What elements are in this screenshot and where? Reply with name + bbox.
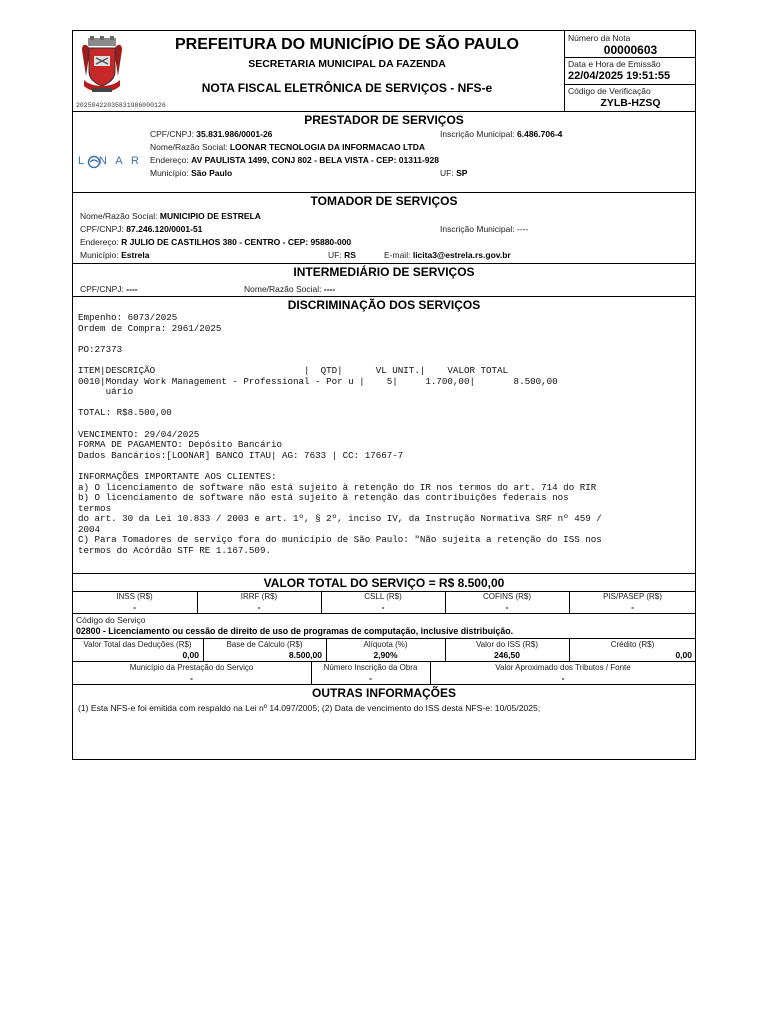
prestador-municipio-label: Município: [150, 168, 189, 178]
divider [72, 263, 696, 264]
prestador-nome-value: LOONAR TECNOLOGIA DA INFORMACAO LTDA [229, 142, 426, 152]
prestador-municipio-value: São Paulo [191, 168, 233, 178]
tributos-fonte-label: Valor Aproximado dos Tributos / Fonte [495, 663, 631, 672]
tomador-municipio-value: Estrela [121, 250, 150, 260]
discriminacao-body [78, 313, 690, 557]
codigo-servico-label: Código do Serviço [76, 615, 146, 625]
intermediario-cpf-value: ---- [126, 284, 138, 294]
intermediario-section-title: INTERMEDIÁRIO DE SERVIÇOS [293, 265, 475, 279]
barcode-number: 20250422035831986000126 [76, 102, 166, 109]
prestador-uf-row [440, 168, 467, 178]
discriminacao-line [78, 419, 690, 430]
prestador-endereco-row [150, 155, 439, 165]
discriminacao-line: Dados Bancários:[LOONAR] BANCO ITAU| AG: 7633 | CC: 17667-7 [78, 449, 404, 461]
intermediario-nome-row [244, 284, 335, 294]
municipio-prestacao-label: Município da Prestação do Serviço [129, 663, 254, 672]
discriminacao-line: a) O licenciamento de software não está sujeito à retenção do IR nos termos do art. 714 do RIR [78, 481, 597, 493]
discriminacao-line: do art. 30 da Lei 10.833 / 2003 e art. 1º, § 2º, inciso IV, da Instrução Normativa SRF nº 459 / [78, 513, 602, 525]
tomador-email-row [384, 250, 511, 260]
discriminacao-line: uário [78, 386, 134, 398]
discriminacao-line: Ordem de Compra: 2961/2025 [78, 322, 222, 334]
discriminacao-line: PO:27373 [78, 343, 123, 355]
discriminacao-line: INFORMAÇÕES IMPORTANTE AOS CLIENTES: [78, 470, 277, 482]
tomador-endereco-row [80, 237, 351, 247]
tomador-cpf-label: CPF/CNPJ: [80, 224, 124, 234]
tomador-im-row [440, 224, 528, 234]
csll-value: - [381, 602, 385, 612]
tomador-email-value: licita3@estrela.rs.gov.br [412, 250, 511, 260]
inss-value: - [133, 602, 136, 612]
municipio-prestacao-value: - [190, 673, 193, 683]
discriminacao-line: b) O licenciamento de software não está sujeito à retenção das contribuições federais nos [78, 492, 569, 504]
discriminacao-line: termos do Acórdão STF RE 1.167.509. [78, 545, 271, 557]
valor-iss-label: Valor do ISS (R$) [475, 640, 539, 649]
divider [72, 111, 696, 112]
irrf-label: IRRF (R$) [240, 592, 278, 601]
numero-nota-value: 00000603 [603, 43, 658, 57]
intermediario-cpf-label: CPF/CNPJ: [80, 284, 124, 294]
discriminacao-section-title: DISCRIMINAÇÃO DOS SERVIÇOS [287, 298, 481, 312]
prestador-logo-text: L N A R [78, 155, 142, 167]
outras-section-title: OUTRAS INFORMAÇÕES [312, 686, 456, 700]
tomador-cpf-value: 87.246.120/0001-51 [126, 224, 203, 234]
discriminacao-line: TOTAL: R$8.500,00 [78, 407, 172, 419]
base-calculo-label: Base de Cálculo (R$) [226, 640, 303, 649]
document-title: NOTA FISCAL ELETRÔNICA DE SERVIÇOS - NFS-e [201, 81, 493, 95]
codigo-verificacao-label: Código de Verificação [568, 86, 651, 96]
inss-label: INSS (R$) [116, 592, 153, 601]
prestador-uf-label: UF: [440, 168, 454, 178]
page-subtitle: SECRETARIA MUNICIPAL DA FAZENDA [248, 58, 446, 70]
divider [72, 684, 696, 685]
tomador-im-value: ---- [517, 224, 529, 234]
discriminacao-line: FORMA DE PAGAMENTO: Depósito Bancário [78, 439, 282, 451]
base-calculo-value: 8.500,00 [288, 650, 322, 660]
csll-label: CSLL (R$) [364, 592, 402, 601]
credito-label: Crédito (R$) [610, 640, 655, 649]
divider [72, 661, 696, 662]
page-title: PREFEITURA DO MUNICÍPIO DE SÃO PAULO [174, 36, 519, 53]
cofins-label: COFINS (R$) [483, 592, 531, 601]
inscricao-obra-label: Número Inscrição da Obra [323, 663, 418, 672]
deducoes-label: Valor Total das Deduções (R$) [83, 640, 192, 649]
prestador-cpf-value: 35.831.986/0001-26 [196, 129, 273, 139]
prestador-im-value: 6.486.706-4 [517, 129, 563, 139]
intermediario-cpf-row [80, 284, 138, 294]
divider [72, 638, 696, 639]
irrf-value: - [257, 602, 261, 612]
codigo-servico-value: 02800 - Licenciamento ou cessão de direito de uso de programas de computação, inclusive distribuição. [76, 626, 514, 636]
tomador-uf-row [328, 250, 356, 260]
data-emissao-label: Data e Hora de Emissão [568, 59, 661, 69]
discriminacao-line: 0010|Monday Work Management - Professional - Por u | 5| 1.700,00| 8.500,00 [78, 375, 558, 387]
discriminacao-line: Empenho: 6073/2025 [78, 312, 178, 323]
tomador-nome-label: Nome/Razão Social: [80, 211, 158, 221]
prestador-im-row [440, 129, 562, 139]
outras-informacoes-text: (1) Esta NFS-e foi emitida com respaldo na Lei nº 14.097/2005; (2) Data de vencimento do ISS desta NFS-e: 10/05/2025; [78, 703, 541, 713]
data-emissao-value: 22/04/2025 19:51:55 [568, 70, 671, 82]
prestador-endereco-label: Endereço: [150, 155, 189, 165]
prestador-uf-value: SP [456, 168, 468, 178]
prestador-section-title: PRESTADOR DE SERVIÇOS [304, 113, 464, 127]
tributos-fonte-value: - [561, 673, 565, 683]
prestador-cpf-row [150, 129, 272, 139]
cofins-value: - [505, 602, 509, 612]
discriminacao-line: termos [78, 502, 112, 514]
tomador-uf-label: UF: [328, 250, 342, 260]
discriminacao-line: C) Para Tomadores de serviço fora do município de São Paulo: "Não sujeita a retenção do ISS nos [78, 534, 602, 546]
tomador-endereco-label: Endereço: [80, 237, 119, 247]
prestador-nome-label: Nome/Razão Social: [150, 142, 228, 152]
tomador-email-label: E-mail: [384, 250, 411, 260]
city-coat-of-arms-icon [80, 36, 124, 96]
deducoes-value: 0,00 [182, 650, 199, 660]
divider [72, 573, 696, 574]
prestador-municipio-row [150, 168, 232, 178]
tomador-section-title: TOMADOR DE SERVIÇOS [310, 194, 458, 208]
tomador-im-label: Inscrição Municipal: [440, 224, 515, 234]
credito-value: 0,00 [675, 650, 692, 660]
discriminacao-line: VENCIMENTO: 29/04/2025 [78, 428, 200, 440]
divider [564, 57, 696, 58]
divider [564, 84, 696, 85]
header-divider [564, 30, 565, 111]
discriminacao-line: ITEM|DESCRIÇÃO | QTD| VL UNIT.| VALOR TOTAL [78, 364, 509, 376]
codigo-verificacao-value: ZYLB-HZSQ [600, 97, 661, 109]
intermediario-nome-label: Nome/Razão Social: [244, 284, 322, 294]
divider [72, 296, 696, 297]
valor-iss-value: 246,50 [494, 650, 520, 660]
inscricao-obra-value: - [369, 673, 372, 683]
aliquota-value: 2,90% [373, 650, 398, 660]
discriminacao-line: 2004 [78, 523, 101, 535]
tomador-cpf-row [80, 224, 202, 234]
numero-nota-label: Número da Nota [568, 33, 631, 43]
tomador-municipio-label: Município: [80, 250, 119, 260]
prestador-im-label: Inscrição Municipal: [440, 129, 515, 139]
intermediario-nome-value: ---- [323, 284, 336, 294]
tomador-nome-row [80, 211, 261, 221]
prestador-nome-row [150, 142, 425, 152]
aliquota-label: Alíquota (%) [363, 640, 408, 649]
prestador-endereco-value: AV PAULISTA 1499, CONJ 802 - BELA VISTA - CEP: 01311-928 [191, 155, 439, 165]
prestador-cpf-label: CPF/CNPJ: [150, 129, 194, 139]
tomador-endereco-value: R JULIO DE CASTILHOS 380 - CENTRO - CEP: 95880-000 [121, 237, 352, 247]
tomador-nome-value: MUNICIPIO DE ESTRELA [159, 211, 261, 221]
tomador-municipio-row [80, 250, 149, 260]
valor-total-title: VALOR TOTAL DO SERVIÇO = R$ 8.500,00 [263, 576, 505, 590]
tomador-uf-value: RS [344, 250, 356, 260]
discriminacao-line [78, 334, 690, 345]
divider [72, 192, 696, 193]
pis-pasep-value: - [631, 602, 634, 612]
pis-pasep-label: PIS/PASEP (R$) [603, 592, 662, 601]
divider [72, 613, 696, 614]
